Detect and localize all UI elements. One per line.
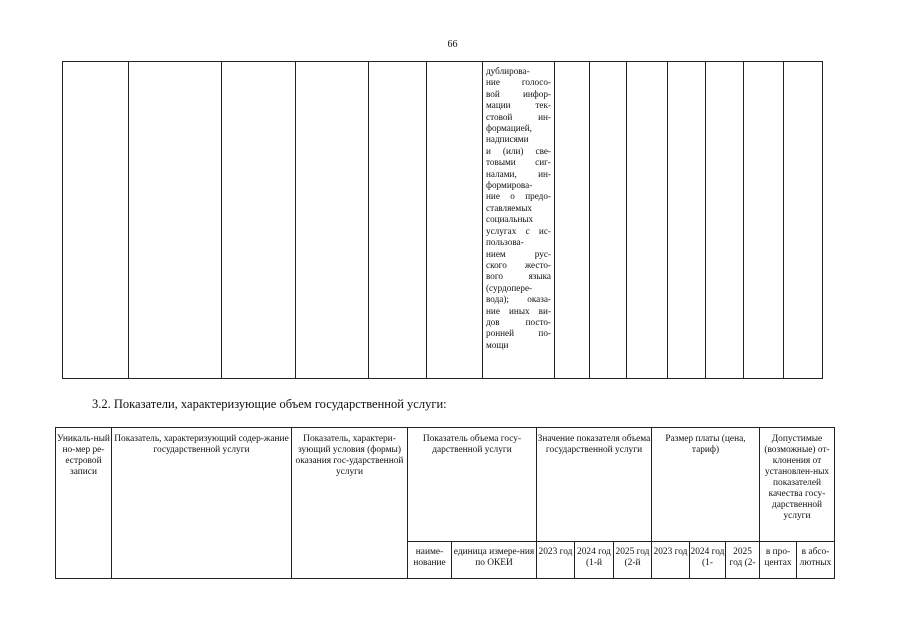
text-line: ние голосо- (486, 77, 551, 88)
table-cell (296, 62, 369, 379)
table-cell (555, 62, 590, 379)
text-line: дублирова- (486, 66, 530, 76)
header-unique-number: Уникаль-ный но-мер ре-естровой записи (56, 428, 112, 579)
subheader-name: наиме-нование (408, 542, 452, 579)
table-cell (744, 62, 784, 379)
text-line: ронней по- (486, 328, 551, 339)
text-line: ние иных ви- (486, 305, 551, 316)
table-cell (129, 62, 222, 379)
subheader-fee-2025: 2025 год (2- (726, 542, 760, 579)
text-line: налами, ин- (486, 168, 551, 179)
subheader-percent: в про-центах (760, 542, 797, 579)
subheader-value-2025: 2025 год (2-й (614, 542, 652, 579)
table-cell (222, 62, 296, 379)
table-cell (784, 62, 823, 379)
text-line: стовой ин- (486, 111, 551, 122)
page-number: 66 (447, 39, 458, 50)
subheader-fee-2024: 2024 год (1- (690, 542, 726, 579)
text-line: ние о предо- (486, 191, 551, 202)
text-line: (сурдопере- (486, 282, 533, 293)
subheader-absolute: в абсо-лютных (797, 542, 835, 579)
text-line: формацией, (486, 123, 532, 134)
table-cell (369, 62, 427, 379)
service-description-cell (483, 62, 555, 379)
text-line: ского жесто- (486, 259, 551, 270)
volume-indicators-table (55, 427, 835, 579)
table-cell (706, 62, 744, 379)
text-line: мации тек- (486, 100, 551, 111)
text-line: формирова- (486, 180, 533, 191)
service-description-text (483, 62, 554, 351)
subheader-value-2023: 2023 год (537, 542, 575, 579)
table-cell (668, 62, 706, 379)
text-line: вода); оказа- (486, 294, 551, 305)
header-volume-value: Значение показателя объема государственной услуги (537, 428, 652, 542)
table-cell (63, 62, 129, 379)
text-line: социальных (486, 214, 534, 225)
text-line: надписями (486, 134, 529, 145)
text-line: нием рус- (486, 248, 551, 259)
header-conditions-indicator: Показатель, характери-зующий условия (формы) оказания гос-ударственной услуги (292, 428, 408, 579)
text-line: пользова- (486, 237, 524, 248)
table-cell (627, 62, 668, 379)
subheader-unit: единица измере-ния по ОКЕИ (452, 542, 537, 579)
subheader-value-2024: 2024 год (1-й (575, 542, 614, 579)
section-heading: 3.2. Показатели, характеризующие объем государственной услуги: (92, 397, 447, 411)
text-line: ставляемых (486, 202, 532, 213)
continued-table-fragment (62, 61, 823, 379)
header-fee-amount: Размер платы (цена, тариф) (652, 428, 760, 542)
text-line: товыми сиг- (486, 157, 551, 168)
table-cell (590, 62, 627, 379)
text-line: мощи (486, 339, 509, 350)
text-line: и (или) све- (486, 145, 551, 156)
header-deviations: Допустимые (возможные) от-клонения от установлен-ных показателей качества госу-дарственной услуги (760, 428, 835, 542)
text-line: вой инфор- (486, 88, 551, 99)
table-cell (427, 62, 483, 379)
text-line: дов посто- (486, 316, 551, 327)
header-content-indicator: Показатель, характеризующий содер-жание государственной услуги (112, 428, 292, 579)
subheader-fee-2023: 2023 год (652, 542, 690, 579)
text-line: вого языка (486, 271, 551, 282)
header-volume-indicator: Показатель объема госу-дарственной услуги (408, 428, 537, 542)
text-line: услугах с ис- (486, 225, 551, 236)
